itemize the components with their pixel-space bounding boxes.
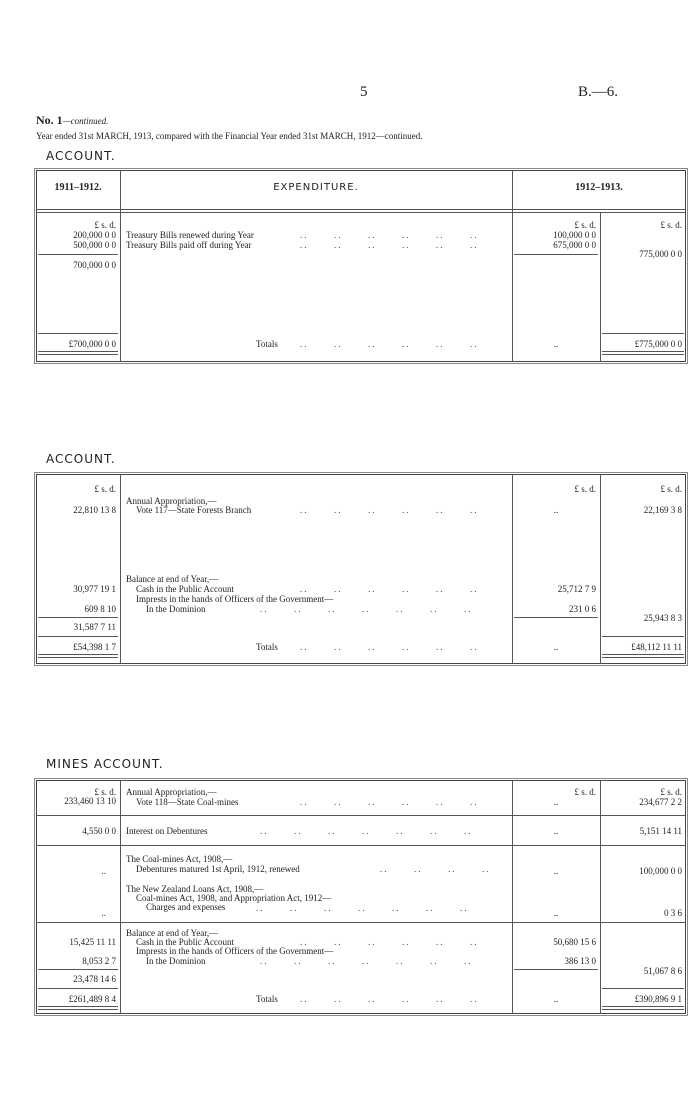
leader-dots: .. .. .. .. .. .. [300, 505, 479, 515]
section1-header-prior-year: 1911–1912. [54, 182, 102, 193]
leader-dots: .. .. .. .. .. .. .. [260, 826, 473, 836]
section3-totals-label: Totals [256, 994, 278, 1004]
section1-row2-prior: 500,000 0 0 [73, 240, 116, 250]
section2-cash-label: Cash in the Public Account [136, 584, 234, 594]
section3-dominion-prior: 8,053 2 7 [82, 956, 116, 966]
section2-cash-prior: 30,977 19 1 [73, 584, 116, 594]
section1-header-expenditure: EXPENDITURE. [273, 182, 359, 193]
section3-act2-r1: .. [553, 908, 559, 918]
section2-totals-prior: £54,398 1 7 [73, 642, 116, 652]
section3-appropriation-prior: 233,460 13 10 [64, 796, 116, 806]
section3-interest-r1: .. [553, 826, 559, 836]
section1-row1-prior: 200,000 0 0 [73, 230, 116, 240]
section3-appropriation-item: Vote 118—State Coal-mines [136, 797, 239, 807]
leader-dots: .. .. .. .. .. .. .. [260, 604, 473, 614]
section2-appropriation-r1: .. [553, 505, 559, 515]
section2-appropriation-current: 22,169 3 8 [643, 505, 682, 515]
leader-dots: .. .. .. .. .. .. [300, 339, 479, 349]
section2-totals-current: £48,112 11 11 [631, 642, 682, 652]
section1-units-left: £ s. d. [94, 220, 116, 230]
section2-balance-current: 25,943 8 3 [643, 613, 682, 623]
section2-cash-r1: 25,712 7 9 [557, 584, 596, 594]
section1-row2-desc: Treasury Bills paid off during Year [126, 240, 252, 250]
section1-totals-r1: .. [553, 339, 559, 349]
section3-interest-label: Interest on Debentures [126, 826, 208, 836]
leader-dots: .. .. .. .. .. .. [300, 797, 479, 807]
section1-title: ACCOUNT. [46, 149, 116, 163]
section2-dominion-prior: 609 8 10 [84, 604, 116, 614]
section2-balance-prior: 31,587 7 11 [73, 622, 116, 632]
section2-appropriation-item: Vote 117—State Forests Branch [136, 505, 252, 515]
page-number: 5 [360, 84, 368, 100]
section2-dominion-label: In the Dominion [146, 604, 206, 614]
section3-act1-label: The Coal-mines Act, 1908,— [126, 854, 233, 864]
section1-totals-label: Totals [256, 339, 278, 349]
section1-totals-current: £775,000 0 0 [634, 339, 682, 349]
section3-units-r2: £ s. d. [660, 787, 682, 797]
section3-dominion-r1: 386 13 0 [564, 956, 596, 966]
section3-cash-r1: 50,680 15 6 [553, 937, 596, 947]
section1-table [36, 170, 686, 362]
section3-totals-current: £390,896 9 1 [634, 994, 682, 1004]
leader-dots: .. .. .. .. .. .. .. [260, 956, 473, 966]
continued-title: No. 1 [36, 113, 63, 127]
section3-cash-label: Cash in the Public Account [136, 937, 234, 947]
section2-totals-r1: .. [553, 642, 559, 652]
section3-act2-item1: Coal-mines Act, 1908, and Appropriation Act, 1912— [136, 893, 332, 903]
section3-title: MINES ACCOUNT. [46, 757, 164, 771]
section1-subtotal-prior: 700,000 0 0 [73, 260, 116, 270]
section3-totals-r1: .. [553, 994, 559, 1004]
section3-act1-r1: .. [553, 866, 559, 876]
section2-dominion-r1: 231 0 6 [569, 604, 596, 614]
section3-totals-prior: £261,489 8 4 [68, 994, 116, 1004]
leader-dots: .. .. .. .. .. .. [300, 240, 479, 250]
leader-dots: .. .. .. .. .. .. [300, 937, 479, 947]
section3-appropriation-current: 234,677 2 2 [639, 797, 682, 807]
document-reference: B.—6. [578, 84, 619, 100]
section2-units-r2: £ s. d. [660, 484, 682, 494]
section3-appropriation-label: Annual Appropriation,— [126, 787, 217, 797]
section3-balance-label: Balance at end of Year,— [126, 928, 219, 938]
section2-appropriation-label: Annual Appropriation,— [126, 496, 217, 506]
section1-header-current-year: 1912–1913. [575, 182, 623, 193]
leader-dots: .. .. .. .. [380, 864, 491, 874]
leader-dots: .. .. .. .. .. .. [300, 642, 479, 652]
continued-heading [36, 113, 108, 128]
section2-units-r1: £ s. d. [574, 484, 596, 494]
leader-dots: .. .. .. .. .. .. .. [256, 903, 469, 913]
section3-imprest-label: Imprests in the hands of Officers of the Government— [136, 946, 334, 956]
section3-interest-prior: 4,550 0 0 [82, 826, 116, 836]
section1-row1-current: 100,000 0 0 [553, 230, 596, 240]
section3-appropriation-r1: .. [553, 797, 559, 807]
section1-totals-prior: £700,000 0 0 [68, 339, 116, 349]
section3-balance-prior: 23,478 14 6 [73, 974, 116, 984]
page-subtitle: Year ended 31st MARCH, 1913, compared with the Financial Year ended 31st MARCH, 1912—continued. [36, 131, 423, 141]
leader-dots: .. .. .. .. .. .. [300, 584, 479, 594]
leader-dots: .. .. .. .. .. .. [300, 230, 479, 240]
section2-totals-label: Totals [256, 642, 278, 652]
section1-row1-desc: Treasury Bills renewed during Year [126, 230, 254, 240]
section1-subtotal-current: 775,000 0 0 [639, 249, 682, 259]
section3-units-r1: £ s. d. [574, 787, 596, 797]
section2-title: ACCOUNT. [46, 452, 116, 466]
continued-suffix: —continued. [62, 116, 109, 126]
section3-act1-item: Debentures matured 1st April, 1912, renewed [136, 864, 300, 874]
section1-row2-current: 675,000 0 0 [553, 240, 596, 250]
section2-appropriation-prior: 22,810 13 8 [73, 505, 116, 515]
section3-act2-item2: Charges and expenses [146, 902, 226, 912]
leader-dots: .. .. .. .. .. .. [300, 994, 479, 1004]
section3-units-left: £ s. d. [94, 787, 116, 797]
section3-balance-current: 51,067 8 6 [643, 966, 682, 976]
section3-act2-current: 0 3 6 [664, 908, 682, 918]
section3-act2-label: The New Zealand Loans Act, 1908,— [126, 884, 264, 894]
section3-act1-prior: .. [101, 866, 106, 876]
section1-units-r2: £ s. d. [660, 220, 682, 230]
section2-balance-label: Balance at end of Year,— [126, 574, 219, 584]
section3-cash-prior: 15,425 11 11 [69, 937, 116, 947]
section2-imprest-label: Imprests in the hands of Officers of the Government— [136, 594, 334, 604]
section3-act1-current: 100,000 0 0 [639, 866, 682, 876]
section3-act2-prior: .. [101, 908, 106, 918]
section2-units-left: £ s. d. [94, 484, 116, 494]
section3-dominion-label: In the Dominion [146, 956, 206, 966]
section3-interest-current: 5,151 14 11 [639, 826, 682, 836]
section1-units-r1: £ s. d. [574, 220, 596, 230]
